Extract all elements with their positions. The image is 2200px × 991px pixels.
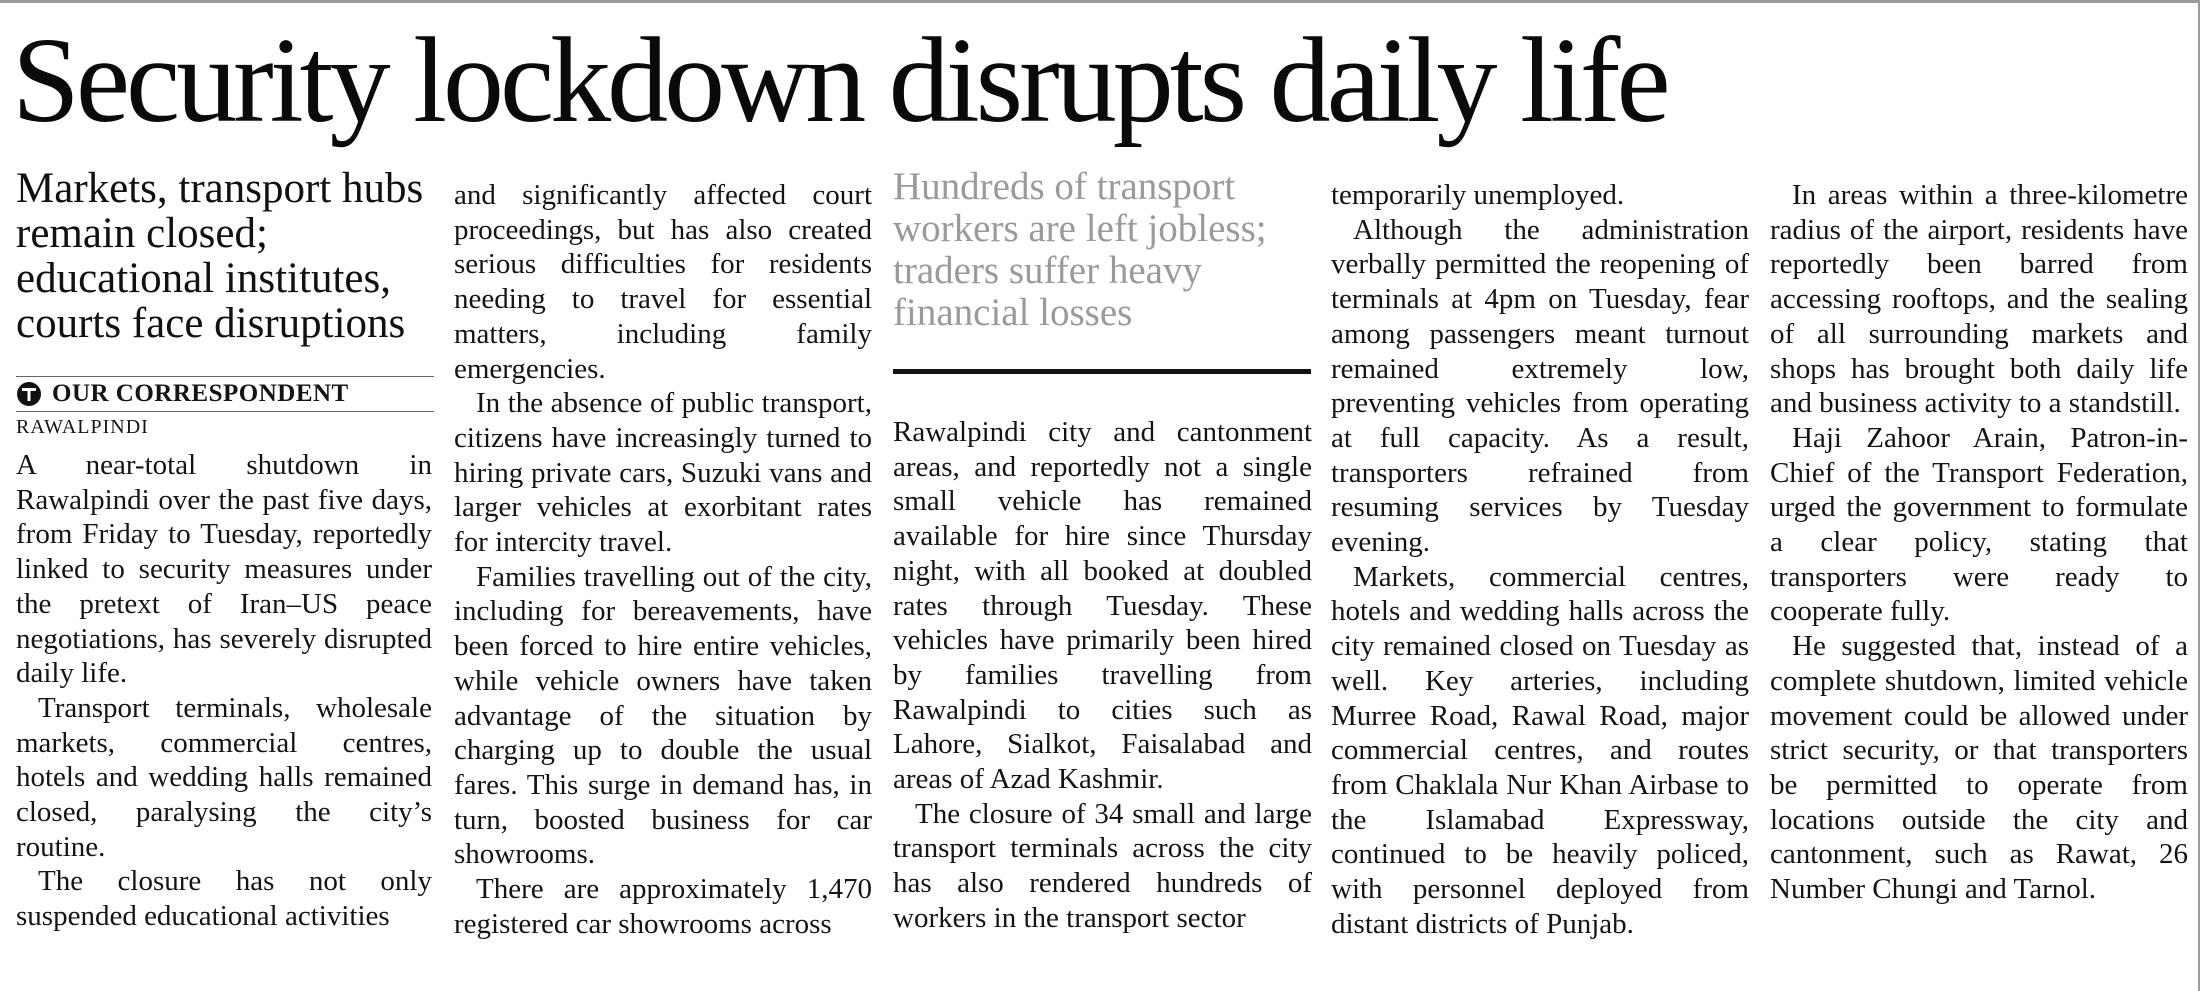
paragraph: Transport terminals, wholesale markets, commercial centres, hotels and wedding halls remained closed, paralysing the city’s routine.: [16, 691, 432, 863]
paragraph: Markets, commercial centres, hotels and wedding halls across the city remained closed on Tuesday as well. Key arteries, including Murree Road, Rawal Road, major commercial centres, and routes from Chaklala Nur Khan Airbase to the Islamabad Expressway, continued to be heavily policed, with personnel deployed from distant districts of Punjab.: [1331, 560, 1749, 940]
byline-top-rule: [16, 376, 434, 377]
byline: [16, 380, 349, 408]
byline-text: OUR CORRESPONDENT: [52, 380, 349, 407]
pull-quote-rule: [893, 369, 1311, 374]
paragraph: Rawalpindi city and cantonment areas, and reportedly not a single small vehicle has remained available for hire since Thursday night, with all booked at doubled rates through Tuesday. These vehicles have primarily been hired by families travelling from Rawalpindi to cities such as Lahore, Sialkot, Faisalabad and areas of Azad Kashmir.: [893, 416, 1312, 796]
paragraph: A near-total shutdown in Rawalpindi over the past five days, from Friday to Tuesday, reportedly linked to security measures under the pretext of Iran–US peace negotiations, has severely disrupted daily life.: [16, 449, 432, 690]
paragraph: In the absence of public transport, citizens have increasingly turned to hiring private cars, Suzuki vans and larger vehicles at exorbitant rates for intercity travel.: [454, 387, 872, 559]
dateline: RAWALPINDI: [16, 416, 149, 438]
article-column-2: [454, 178, 872, 941]
subheadline: Markets, transport hubs remain closed; educational institutes, courts face disruptions: [16, 165, 424, 347]
paragraph: temporarily unemployed.: [1331, 179, 1625, 211]
paragraph: and significantly affected court proceedings, but has also created serious difficulties for residents needing to travel for essential matters, including family emergencies.: [454, 179, 872, 385]
paragraph: The closure has not only suspended educational activities: [16, 865, 432, 933]
article-column-5: [1770, 178, 2188, 907]
paragraph: The closure of 34 small and large transport terminals across the city has also rendered hundreds of workers in the transport sector: [893, 797, 1312, 934]
article-column-3: [893, 415, 1312, 936]
paragraph: Haji Zahoor Arain, Patron-in-Chief of the Transport Federation, urged the government to formulate a clear policy, stating that transporters were ready to cooperate fully.: [1770, 421, 2188, 628]
paragraph: There are approximately 1,470 registered car showrooms across: [454, 873, 872, 940]
paragraph: In areas within a three-kilometre radius of the airport, residents have reportedly been barred from accessing rooftops, and the sealing of all surrounding markets and shops has brought both daily life and business activity to a standstill.: [1770, 179, 2188, 420]
paragraph: He suggested that, instead of a complete shutdown, limited vehicle movement could be allowed under strict security, or that transporters be permitted to operate from locations outside the city and cantonment, such as Rawat, 26 Number Chungi and Tarnol.: [1770, 630, 2188, 906]
pull-quote: Hundreds of transport workers are left jobless; traders suffer heavy financial losses: [893, 165, 1267, 334]
newspaper-logo-icon: [16, 381, 42, 407]
article-column-1: [16, 448, 432, 934]
top-border: [0, 0, 2200, 3]
article-column-4: [1331, 178, 1749, 941]
paragraph: Although the administration verbally permitted the reopening of terminals at 4pm on Tuesday, fear among passengers meant turnout remained extremely low, preventing vehicles from operating at full capacity. As a result, transporters refrained from resuming services by Tuesday evening.: [1331, 213, 1749, 559]
paragraph: Families travelling out of the city, including for bereavements, have been forced to hire entire vehicles, while vehicle owners have taken advantage of the situation by charging up to double the usual fares. This surge in demand has, in turn, boosted business for car showrooms.: [454, 560, 872, 871]
byline-bottom-rule: [16, 411, 434, 412]
headline: Security lockdown disrupts daily life: [12, 13, 1667, 148]
